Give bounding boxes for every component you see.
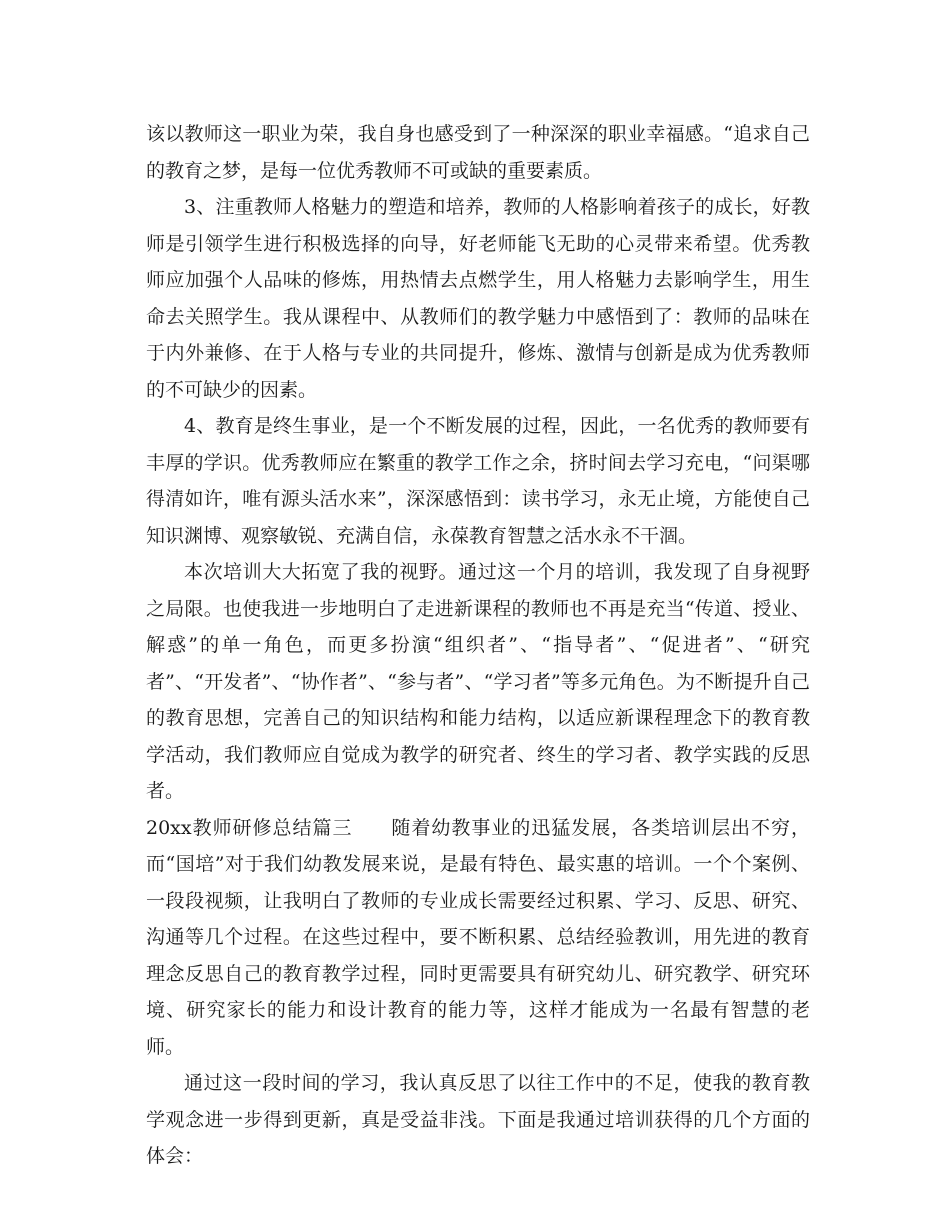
section-paragraph (146, 810, 810, 1066)
section-first-paragraph: 随着幼教事业的迅猛发展，各类培训层出不穷，而“国培”对于我们幼教发展来说，是最有特色、最实惠的培训。一个个案例、一段段视频，让我明白了教师的专业成长需要经过积累、学习、反思、研究、沟通等几个过程。在这些过程中，要不断积累、总结经验教训，用先进的教育理念反思自己的教育教学过程，同时更需要具有研究幼儿、研究教学、研究环境、研究家长的能力和设计教育的能力等，这样才能成为一名最有智慧的老师。 (146, 816, 810, 1058)
paragraph-3: 4、教育是终生事业，是一个不断发展的过程，因此，一名优秀的教师要有丰厚的学识。优秀教师应在繁重的教学工作之余，挤时间去学习充电，“问渠哪得清如许，唯有源头活水来”，深深感悟到：读书学习，永无止境，方能使自己知识渊博、观察敏锐、充满自信，永葆教育智慧之活水永不干涸。 (146, 415, 810, 547)
paragraph-2: 3、注重教师人格魅力的塑造和培养，教师的人格影响着孩子的成长，好教师是引领学生进行积极选择的向导，好老师能飞无助的心灵带来希望。优秀教师应加强个人品味的修炼，用热情去点燃学生，用人格魅力去影响学生，用生命去关照学生。我从课程中、从教师们的教学魅力中感悟到了：教师的品味在于内外兼修、在于人格与专业的共同提升，修炼、激情与创新是成为优秀教师的不可缺少的因素。 (146, 196, 810, 401)
section-heading: 20xx教师研修总结篇三 (146, 816, 353, 839)
closing-paragraph: 通过这一段时间的学习，我认真反思了以往工作中的不足，使我的教育教学观念进一步得到更新，真是受益非浅。下面是我通过培训获得的几个方面的体会： (146, 1072, 810, 1167)
paragraph-4: 本次培训大大拓宽了我的视野。通过这一个月的培训，我发现了自身视野之局限。也使我进一步地明白了走进新课程的教师也不再是充当“传道、授业、解惑”的单一角色，而更多扮演“组织者”、“指导者”、“促进者”、“研究者”、“开发者”、“协作者”、“参与者”、“学习者”等多元角色。为不断提升自己的教育思想，完善自己的知识结构和能力结构，以适应新课程理念下的教育教学活动，我们教师应自觉成为教学的研究者、终生的学习者、教学实践的反思者。 (146, 561, 810, 802)
paragraph-1: 该以教师这一职业为荣，我自身也感受到了一种深深的职业幸福感。“追求自己的教育之梦，是每一位优秀教师不可或缺的重要素质。 (146, 123, 810, 182)
document-body (146, 116, 810, 1175)
